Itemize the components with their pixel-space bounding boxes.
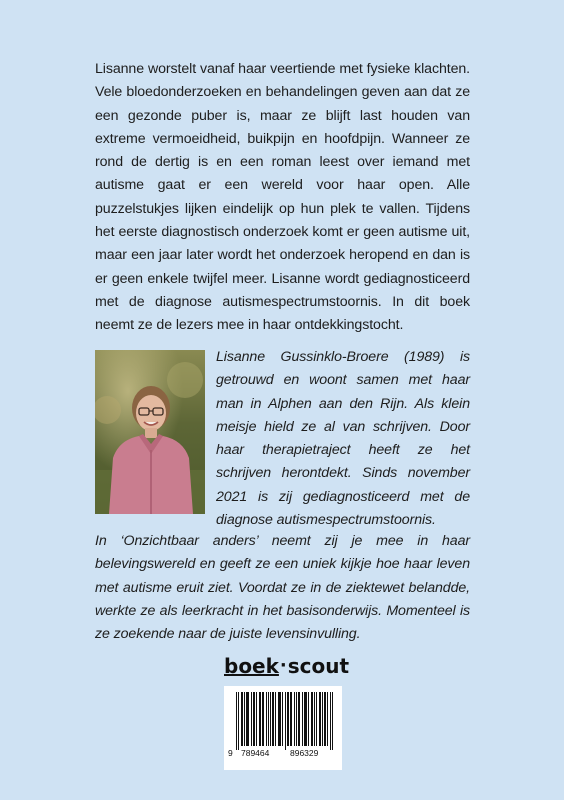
barcode-bar <box>268 692 269 746</box>
author-photo <box>95 350 205 514</box>
author-bio-beside-photo: Lisanne Gussinklo-Broere (1989) is getrouwd en woont samen met haar man in Alphen aan den Rijn. Als klein meisje hield ze al van schrijven. Door haar therapietraject heeft ze het schrijven herontdekt. Sinds november 2021 is zij gediagnosticeerd met de diagnose autismespectrumstoornis. <box>216 349 470 529</box>
barcode-bar <box>262 692 263 746</box>
barcode-bar <box>256 692 257 746</box>
barcode-bar <box>244 692 245 746</box>
barcode-bar <box>263 692 264 746</box>
barcode-bar <box>306 692 307 746</box>
barcode-bar <box>312 692 313 746</box>
barcode-bar <box>316 692 317 746</box>
barcode-bar <box>248 692 249 746</box>
barcode-bar <box>294 692 295 746</box>
barcode-bar <box>330 692 331 750</box>
barcode-bar <box>272 692 273 746</box>
barcode-group-1: 789464 <box>241 748 270 758</box>
barcode-bar <box>291 692 292 746</box>
barcode-bar <box>254 692 255 746</box>
barcode-bar <box>280 692 281 746</box>
barcode-bar <box>320 692 321 746</box>
barcode-bar <box>332 692 333 750</box>
barcode-digits <box>224 748 342 762</box>
barcode-bar <box>288 692 289 746</box>
barcode-bar <box>298 692 299 746</box>
publisher-logo-part2: scout <box>287 654 350 678</box>
barcode-bar <box>327 692 328 746</box>
barcode-bar <box>242 692 243 746</box>
barcode-bar <box>278 692 279 746</box>
author-bio-below-photo: In ‘Onzichtbaar anders’ neemt zij je mee in haar belevingswereld en geeft ze een uniek kijkje hoe haar leven met autisme eruit ziet. Voordat ze in de ziektewet belandde, werkte ze als leerkracht in het basisonderwijs. Momenteel is ze zoekende naar de juiste levensinvulling. <box>95 533 470 643</box>
barcode-bar <box>296 692 297 746</box>
barcode-bar <box>273 692 274 746</box>
barcode-bar <box>236 692 237 750</box>
barcode-bar <box>279 692 280 746</box>
barcode-bar <box>305 692 306 746</box>
barcode-bar <box>322 692 323 746</box>
barcode-bar <box>319 692 320 746</box>
barcode-bar <box>259 692 260 746</box>
isbn-barcode <box>224 686 342 770</box>
barcode-group-2: 896329 <box>290 748 319 758</box>
barcode-bar <box>302 692 303 746</box>
barcode-bar <box>282 692 283 746</box>
barcode-bar <box>247 692 248 746</box>
barcode-bar <box>325 692 326 746</box>
author-portrait-image <box>95 350 205 514</box>
publisher-logo-separator: · <box>279 655 287 676</box>
barcode-bar <box>304 692 305 746</box>
barcode-bar <box>270 692 271 746</box>
barcode-bars <box>224 686 342 750</box>
publisher-logo <box>224 654 350 678</box>
barcode-bar <box>238 692 239 750</box>
back-cover-blurb: Lisanne worstelt vanaf haar veertiende met fysieke klachten. Vele bloedonderzoeken en behandelingen geven aan dat ze een gezonde puber is, maar ze blijft last houden van extreme vermoeidheid, buikpijn en hoofdpijn. Wanneer ze rond de dertig is en een roman leest over iemand met autisme gaat er een wereld voor haar open. Alle puzzelstukjes lijken eindelijk op hun plek te vallen. Tijdens het eerste diagnostisch onderzoek komt er geen autisme uit, maar een jaar later wordt het onderzoek heropend en dan is er geen enkele twijfel meer. Lisanne wordt gediagnosticeerd met de diagnose autismespectrumstoornis. In dit boek neemt ze de lezers mee in haar ontdekkingstocht. <box>95 61 470 334</box>
barcode-digit-lead: 9 <box>228 748 233 758</box>
barcode-bar <box>290 692 291 746</box>
barcode-bar <box>266 692 267 746</box>
barcode-bar <box>253 692 254 746</box>
barcode-bar <box>287 692 288 746</box>
barcode-bar <box>246 692 247 746</box>
barcode-bar <box>299 692 300 746</box>
publisher-logo-part1: boek <box>224 654 279 678</box>
barcode-bar <box>251 692 252 746</box>
barcode-bar <box>308 692 309 746</box>
barcode-bar <box>241 692 242 746</box>
barcode-bar <box>314 692 315 746</box>
barcode-bar <box>311 692 312 746</box>
barcode-bar <box>275 692 276 746</box>
barcode-bar <box>285 692 286 750</box>
barcode-bar <box>260 692 261 746</box>
barcode-bar <box>324 692 325 746</box>
